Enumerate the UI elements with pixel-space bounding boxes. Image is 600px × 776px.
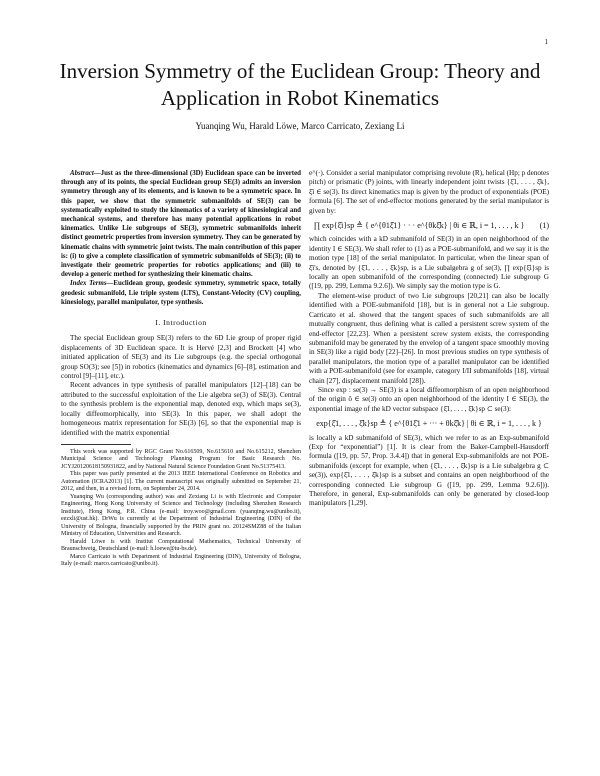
footnote-author-carricato: Marco Carricato is with Department of Industrial Engineering (DIN), University of Bologna, Italy (e-mail: marco.carricato@unibo.it). <box>61 553 301 568</box>
equation-1-number: (1) <box>539 221 549 231</box>
equation-2 <box>309 419 549 428</box>
index-terms-text: —Euclidean group, geodesic symmetry, symmetric space, totally geodesic submanifold, Lie triple system (LTS), Constant-Velocity (CV) coupling, kinesiology, parallel manipulator, type synthesis. <box>61 280 301 306</box>
footnotes <box>61 449 301 569</box>
body-paragraph-5: is locally a kD submanifold of SE(3), which we refer to as an Exp-submanifold (Exp for “exponential”) [1]. It is clear from the Baker-Campbell-Hausdorff formula ([19, pp. 57, Prop. 3.4.4]) that in general Exp-submanifolds are not POE-submanifolds (except for example, when {ξ̂1, . . . , ξ̂k}sp is a Lie subalgebra g ⊂ se(3)), exp{ξ̂1, . . . , ξ̂k}sp is a subset and contains an open neighborhood of the corresponding connected Lie subgroup G ([19, pp. 299, Lemma 9.2.6])). Therefore, in general, Exp-submanifolds can only be generated by closed-loop manipulators [1,29]. <box>309 433 549 508</box>
footnote-author-lowe: Harald Löwe is with Institut Computational Mathematics, Technical University of Braunschweig, Deutschland (e-mail: h.loewe@tu-bs.de). <box>61 538 301 553</box>
abstract-label: Abstract <box>70 170 94 177</box>
abstract <box>61 169 301 279</box>
footnote-rule <box>61 444 131 445</box>
equation-2-body: exp{ξ̂1, . . . , ξ̂k}sp ≜ { e^{θ1ξ̂1 + ··· + θkξ̂k} | θi ∈ ℝ, i = 1, . . . , k } <box>316 419 542 429</box>
section-heading: I. Introduction <box>155 318 207 328</box>
body-paragraph-1: e^(·). Consider a serial manipulator comprising revolute (R), helical (Hp; p denotes pitch) or prismatic (P) joints, with linearly independent joint twists {ξ̂1, . . . , ξ̂k}, ξ̂i ∈ se(3). Its direct kinematics map is given by the product of exponentials (POE) formula [6]. The set of end-effector motions generated by the serial manipulator is given by: <box>309 169 549 215</box>
abstract-text: —Just as the three-dimensional (3D) Euclidean space can be inverted through any of its points, the special Euclidean group SE(3) admits an inversion symmetry through any of its elements, and is known to be a symmetric space. In this paper, we show that the symmetric submanifolds of SE(3) can be systematically exploited to study the kinematics of a variety of kinesiological and mechanical systems, and therefore has many potential applications in robot kinematics. Unlike Lie subgroups of SE(3), symmetric submanifolds inherit distinct geometric properties from inversion symmetry. They can be generated by kinematic chains with symmetric joint twists. The main contribution of this paper is: (i) to give a complete classification of symmetric submanifolds of SE(3); (ii) to investigate their geometric properties for robotics applications; and (iii) to develop a generic method for synthesizing their kinematic chains. <box>61 170 301 279</box>
footnote-author-wu-li: Yuanqing Wu (corresponding author) was and Zexiang Li is with Electronic and Computer Engineering, Hong Kong University of Science and Technology (including Shenzhen Research Institute), Hong Kong, P.R. China (e-mail: troy.woo@gmail.com (yuanqing.wu@unibo.it), eezxli@ust.hk). DrWu is currently at the Department of Industrial Engineering (DIN) of the University of Bologna, financially supported by the PRIN grant no. 20124SMZ88 of the Italian Ministry of Education, Universities and Research. <box>61 493 301 538</box>
equation-1-body: ∏ exp{ξ̂i}sp ≜ { e^{θ1ξ̂1} · · · e^{θkξ̂k} | θi ∈ ℝ, i = 1, . . . , k } <box>313 221 525 231</box>
index-terms <box>61 279 301 307</box>
author-list: Yuanqing Wu, Harald Löwe, Marco Carricato, Zexiang Li <box>195 121 405 131</box>
index-terms-label: Index Terms <box>70 280 107 288</box>
right-column <box>309 169 549 509</box>
equation-1 <box>309 221 549 230</box>
body-paragraph-3: The element-wise product of two Lie subgroups [20,21] can also be locally identified with a POE-submanifold [18], but is in general not a Lie subgroup. Carricato et al. showed that the tangent spaces of such submanifolds are all mutually congruent, thus defining what is called a persistent screw system of the end-effector [22,23]. When a persistent screw system exists, the corresponding submanifold may be generated by the envelop of a tangent space smoothly moving in SE(3) like a rigid body [22]–[26]. In most previous studies on type synthesis of parallel manipulators, the motion type of a parallel manipulator can be identified with a POE-submanifold (see for example, category I/II submanifolds [18], virtual chain [27], displacement manifold [28]). <box>309 291 549 385</box>
intro-paragraph-1: The special Euclidean group SE(3) refers to the 6D Lie group of proper rigid displacements of 3D Euclidean space. It is Hervé [2,3] and Brockett [4] who initiated application of SE(3) and its Lie subgroups (e.g. the special orthogonal group SO(3); see [5]) in robotics (kinematics and dynamics [6]–[8], estimation and control [9]–[11], etc.). <box>61 334 301 381</box>
paper-title: Inversion Symmetry of the Euclidean Group: Theory and Application in Robot Kinematics <box>59 59 541 110</box>
left-column <box>61 169 301 569</box>
intro-paragraph-2: Recent advances in type synthesis of parallel manipulators [12]–[18] can be attributed to the successful exploitation of the Lie algebra se(3) of SE(3). Central to the synthesis problem is the exponential map, denoted exp, which maps se(3), locally diffeomorphically, into SE(3). In this paper, we shall adopt the homogeneous matrix representation for SE(3) [6], so that the exponential map is identified with the matrix exponential <box>61 381 301 437</box>
body-paragraph-2: which coincides with a kD submanifold of SE(3) in an open neighborhood of the identity I ∈ SE(3). We shall refer to (1) as a POE-submanifold, and we say it is the motion type [18] of the serial manipulator. In particular, when the linear span of ξ̂i's, denoted by {ξ̂1, . . . , ξ̂k}sp, is a Lie subalgebra g of se(3), ∏ exp{ξ̂i}sp is locally an open submanifold of the corresponding (connected) Lie subgroup G ([19, pp. 299, Lemma 9.2.6]). We simply say the motion type is G. <box>309 235 549 291</box>
page-number: 1 <box>544 38 548 46</box>
footnote-history: This paper was partly presented at the 2013 IEEE International Conference on Robotics and Automation (ICRA2013) [1]. The current manuscript was originally submitted on September 21, 2012, and then, in a revised form, on September 24, 2014. <box>61 471 301 493</box>
footnote-funding: This work was supported by RGC Grant No.616509, No.615610 and No.615212, Shenzhen Municipal Science and Technology Planning Program for Basic Research No. JCYJ20120618150931822, and by National Natural Science Foundation Grant No.51375413. <box>61 448 301 470</box>
body-paragraph-4: Since exp : se(3) → SE(3) is a local diffeomorphism of an open neighborhood of the origin ô ∈ se(3) onto an open neighborhood of the identity I ∈ SE(3), the exponential image of the kD vector subspace {ξ̂1, . . . , ξ̂k}sp ⊂ se(3): <box>309 385 549 413</box>
